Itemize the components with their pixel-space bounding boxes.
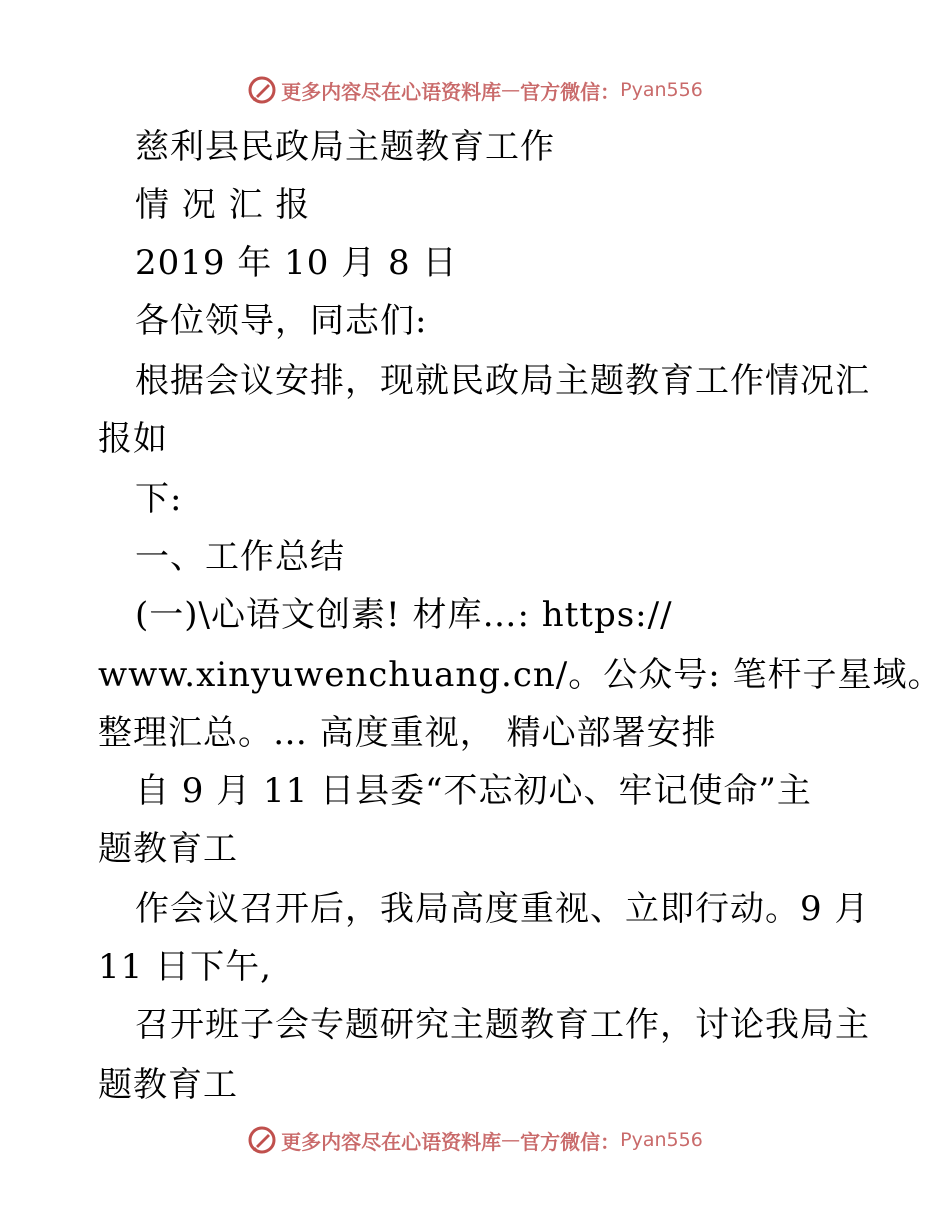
doc-date: 2019 年 10 月 8 日 — [135, 243, 458, 283]
watermark-banner-bottom — [0, 1120, 950, 1160]
watermark-wechat-id: Pyan556 — [620, 1129, 703, 1151]
doc-paragraph-line: www.xinyuwenchuang.cn/。公众号: 笔杆子星域。 — [98, 655, 943, 695]
doc-title: 慈利县民政局主题教育工作 — [135, 127, 555, 167]
xinyu-logo-icon — [247, 1125, 277, 1155]
watermark-text: 更多内容尽在心语资料库 — [281, 79, 502, 104]
watermark-wechat-id: Pyan556 — [620, 79, 703, 101]
doc-subsection-heading: (一)\心语文创素! 材库…: https:// — [135, 595, 673, 635]
doc-section-heading: 一、工作总结 — [135, 537, 345, 577]
xinyu-logo-icon — [247, 75, 277, 105]
doc-paragraph-line: 整理汇总。… 高度重视， 精心部署安排 — [98, 713, 717, 753]
doc-paragraph-line: 题教育工 — [98, 829, 238, 869]
watermark-wechat-label: 官方微信： — [520, 79, 621, 104]
doc-salutation: 各位领导，同志们: — [135, 301, 428, 341]
doc-paragraph-line: 召开班子会专题研究主题教育工作，讨论我局主 — [135, 1005, 870, 1045]
doc-paragraph-line: 报如 — [98, 419, 168, 459]
watermark-separator: — — [501, 1129, 521, 1151]
watermark-banner-top — [0, 70, 950, 110]
doc-paragraph-line: 根据会议安排，现就民政局主题教育工作情况汇 — [135, 361, 870, 401]
doc-paragraph-line: 作会议召开后，我局高度重视、立即行动。9 月 — [135, 889, 870, 929]
watermark-separator: — — [501, 79, 521, 101]
doc-paragraph-line: 题教育工 — [98, 1065, 238, 1105]
watermark-wechat-label: 官方微信： — [520, 1129, 621, 1154]
doc-subtitle: 情 况 汇 报 — [135, 185, 311, 225]
doc-paragraph-line: 自 9 月 11 日县委“不忘初心、牢记使命”主 — [135, 771, 812, 811]
watermark-text: 更多内容尽在心语资料库 — [281, 1129, 502, 1154]
doc-paragraph-line: 下: — [135, 479, 183, 519]
doc-paragraph-line: 11 日下午, — [98, 947, 272, 987]
